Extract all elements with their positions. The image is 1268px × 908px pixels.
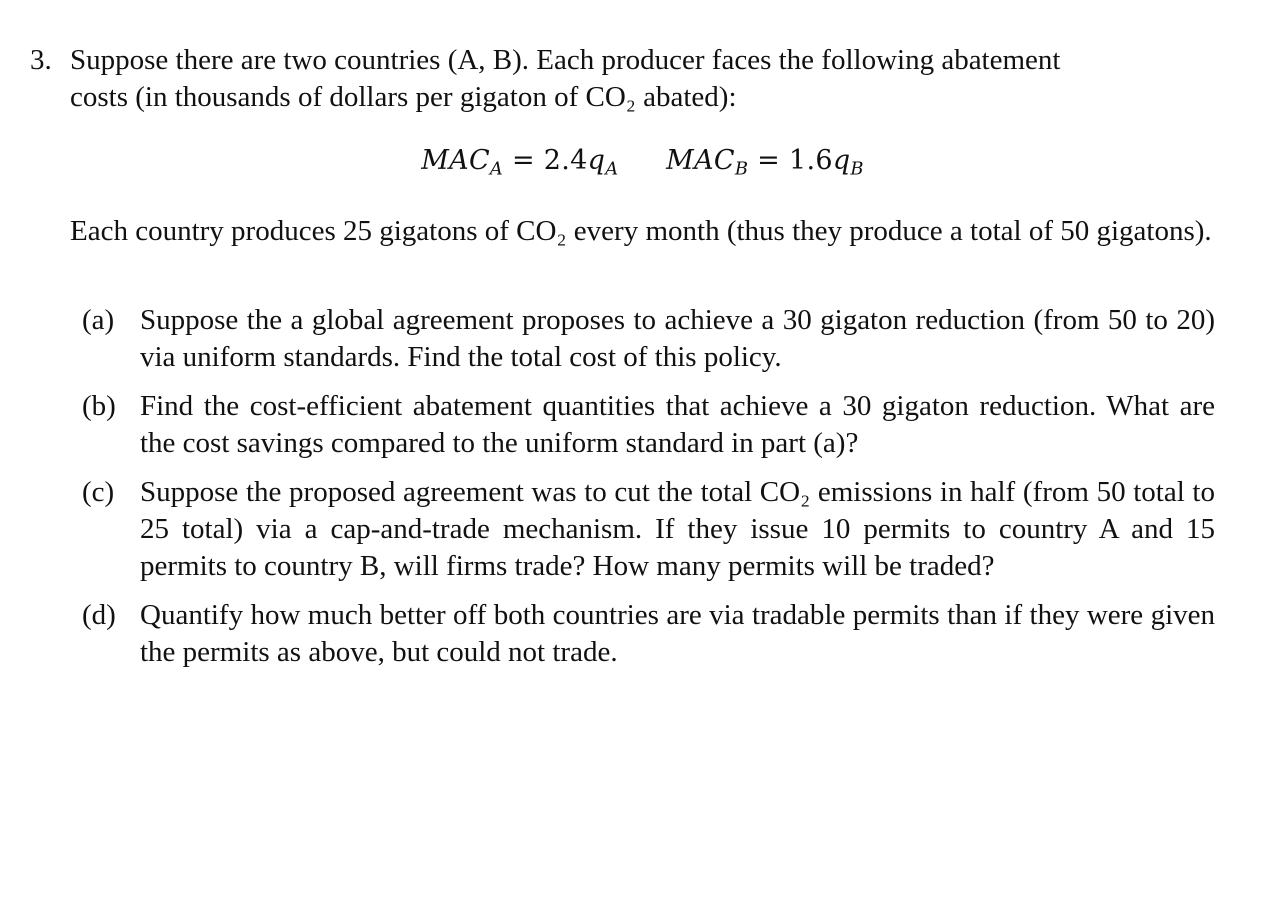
- formula-mac-b: $MAC_B = 1.6q_B$: [666, 145, 864, 180]
- sub-question-text: Suppose the proposed agreement was to cut the total CO₂ emissions in half (from 50 total to 25 total) via a cap-and-trade mechanism. If they issue 10 permits to country A and 15 permits to country B, will firms trade? How many permits will be traded?: [140, 476, 1215, 582]
- question-intro: [70, 42, 1215, 116]
- question-number: 3.: [30, 44, 52, 76]
- sub-question-label: (b): [82, 390, 116, 422]
- sub-question-a: [82, 302, 1215, 376]
- intro-line-2: costs (in thousands of dollars per gigaton of CO₂ abated):: [70, 81, 737, 113]
- sub-question-label: (c): [82, 476, 115, 508]
- sub-question-text: Find the cost-efficient abatement quantities that achieve a 30 gigaton reduction. What are the cost savings compared to the uniform standard in part (a)?: [140, 390, 1215, 459]
- sub-questions: [82, 302, 1215, 671]
- sub-question-label: (d): [82, 599, 116, 631]
- sub-question-c: [82, 474, 1215, 585]
- sub-question-b: [82, 388, 1215, 462]
- sub-question-label: (a): [82, 304, 115, 336]
- sub-question-d: [82, 597, 1215, 671]
- sub-question-text: Quantify how much better off both countries are via tradable permits than if they were given the permits as above, but could not trade.: [140, 599, 1215, 668]
- production-statement: Each country produces 25 gigatons of CO₂ every month (thus they produce a total of 50 gigatons).: [70, 215, 1212, 247]
- cost-formulas: [70, 142, 1215, 179]
- intro-line-1: Suppose there are two countries (A, B). Each producer faces the following abatement: [70, 44, 1061, 76]
- sub-question-text: Suppose the a global agreement proposes to achieve a 30 gigaton reduction (from 50 to 20) via uniform standards. Find the total cost of this policy.: [140, 304, 1215, 373]
- problem-3: [30, 42, 1215, 671]
- formula-mac-a: $MAC_A = 2.4q_A$: [421, 145, 619, 180]
